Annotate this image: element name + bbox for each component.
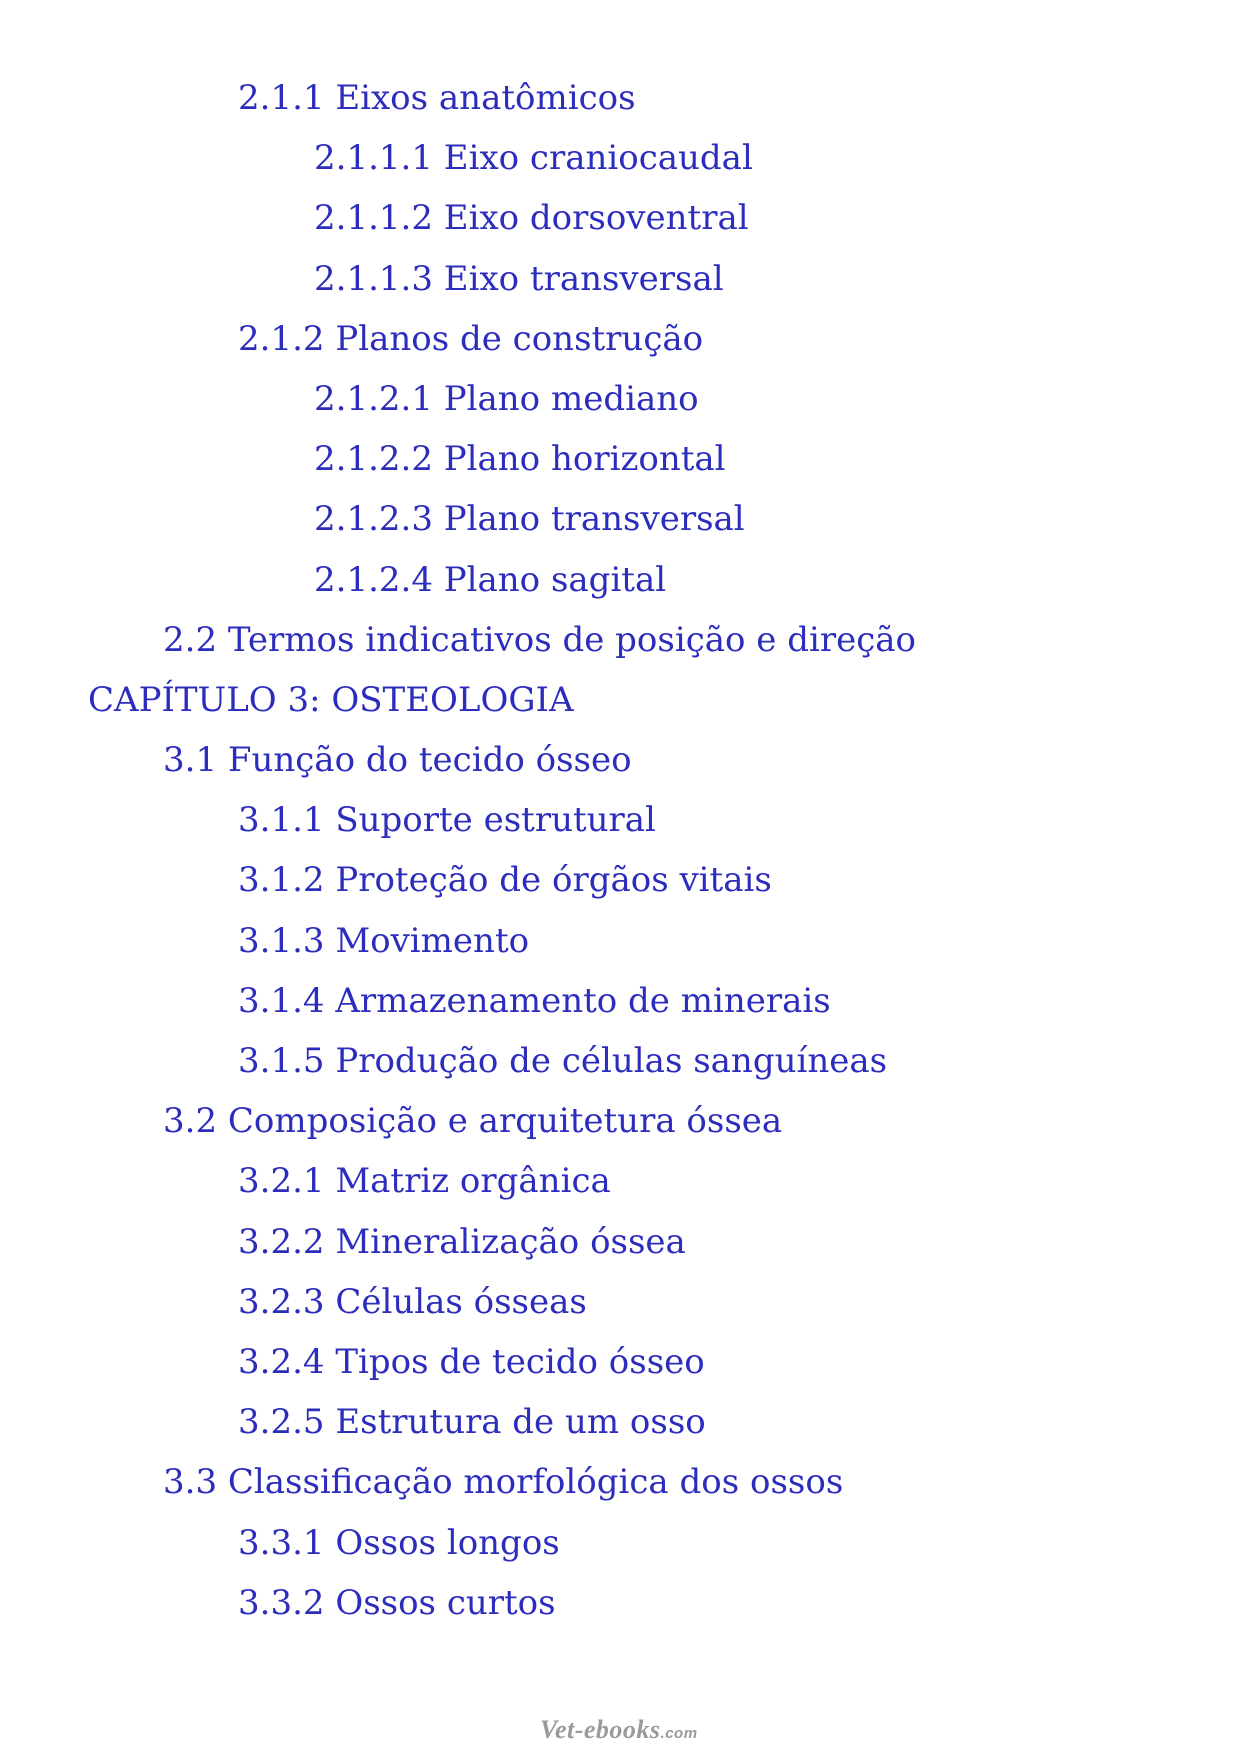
toc-entry-link[interactable]: 3.3 Classificação morfológica dos ossos [163,1462,844,1503]
toc-entry-link[interactable]: 2.1.1 Eixos anatômicos [238,78,636,118]
watermark-logo [540,1715,698,1745]
watermark-main-text: Vet-ebooks [540,1715,661,1744]
toc-entry-link[interactable]: 2.1.2 Planos de construção [238,318,704,359]
toc-entry-link[interactable]: 2.1.2.3 Plano transversal [314,499,745,540]
toc-entry-link[interactable]: 2.2 Termos indicativos de posição e direção [163,619,917,660]
toc-entry-link[interactable]: 3.1.2 Proteção de órgãos vitais [238,860,772,901]
toc-entry-link[interactable]: 3.2.3 Células ósseas [238,1281,587,1322]
toc-entry-link[interactable]: 2.1.1.3 Eixo transversal [314,258,724,299]
toc-entry-link[interactable]: 2.1.1.1 Eixo craniocaudal [314,138,753,179]
toc-entry-link[interactable]: 3.2.4 Tipos de tecido ósseo [238,1341,705,1382]
toc-entry-link[interactable]: 2.1.2.2 Plano horizontal [314,439,726,480]
toc-entry-link[interactable]: 3.1.5 Produção de células sanguíneas [238,1041,888,1081]
toc-entry-link[interactable]: 3.1.3 Movimento [238,920,530,961]
toc-entry-link[interactable]: 2.1.2.1 Plano mediano [314,378,699,419]
toc-entry-link[interactable]: 3.3.2 Ossos curtos [238,1582,556,1623]
toc-entry-link[interactable]: 3.2.1 Matriz orgânica [238,1161,611,1202]
toc-entry-link[interactable]: 3.2 Composição e arquitetura óssea [163,1101,783,1142]
toc-entry-link[interactable]: 3.1 Função do tecido ósseo [163,740,632,781]
toc-chapter-link[interactable]: CAPÍTULO 3: OSTEOLOGIA [88,679,574,720]
toc-entry-link[interactable]: 3.2.5 Estrutura de um osso [238,1402,706,1443]
table-of-contents [0,78,1242,1643]
toc-entry-link[interactable]: 2.1.2.4 Plano sagital [314,559,667,600]
toc-entry-link[interactable]: 3.2.2 Mineralização óssea [238,1221,686,1262]
toc-entry-link[interactable]: 3.3.1 Ossos longos [238,1522,560,1563]
toc-entry-link[interactable]: 3.1.1 Suporte estrutural [238,800,656,841]
toc-entry-link[interactable]: 3.1.4 Armazenamento de minerais [238,980,831,1021]
toc-entry-link[interactable]: 2.1.1.2 Eixo dorsoventral [314,198,749,239]
watermark-suffix-text: .com [660,1725,698,1742]
